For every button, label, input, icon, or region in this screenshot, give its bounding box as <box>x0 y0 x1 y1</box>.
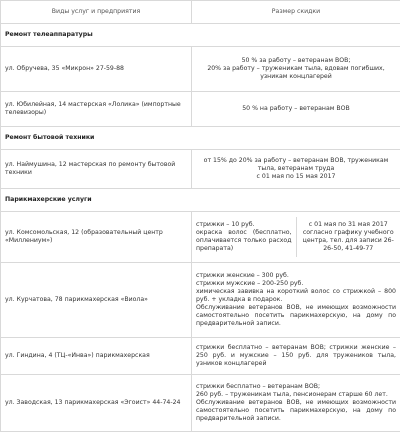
section-header <box>1 189 400 212</box>
table-row <box>1 375 400 432</box>
discount-cell: 50 % на работу – ветеранам ВОВ <box>192 92 400 127</box>
discount-line: стрижки бесплатно – ветеранам ВОВ; <box>196 383 396 391</box>
table-row <box>1 92 400 127</box>
discount-line: стрижки – 10 руб. <box>196 221 292 229</box>
place-cell: ул. Курчатова, 78 парикмахерская «Виола» <box>1 263 192 338</box>
discount-line: 20% за работу – труженикам тыла, вдовам погибших, узникам концлагерей <box>196 65 396 81</box>
section-header <box>1 24 400 47</box>
discount-cell <box>192 375 400 432</box>
discount-line: 50 % за работу – ветеранам ВОВ; <box>196 57 396 65</box>
place-cell: ул. Заводская, 13 парикмахерская «Эгоист» 44-74-24 <box>1 375 192 432</box>
discount-line: от 15% до 20% за работу – ветеранам ВОВ, труженикам тыла, ветеранам труда <box>196 157 396 173</box>
header-discount: Размер скидки <box>192 1 400 24</box>
discount-line: Обслуживание ветеранов ВОВ, не имеющих возможности самостоятельно посетить парикмахерскую, на дому по предварительной записи. <box>196 399 396 423</box>
section-title-hairdressing: Парикмахерские услуги <box>1 189 400 212</box>
discount-line: окраска волос (бесплатно, оплачивается только расход препарата) <box>196 229 292 253</box>
place-cell: ул. Юбилейная, 14 мастерская «Лолика» (импортные телевизоры) <box>1 92 192 127</box>
discount-line: с 01 мая по 15 мая 2017 <box>196 173 396 181</box>
table-row <box>1 150 400 189</box>
discount-line: стрижки женские – 300 руб. <box>196 272 396 280</box>
discount-main <box>192 217 296 257</box>
discount-extra: с 01 мая по 31 мая 2017 согласно графику учебного центра, тел. для записи 26-26-50, 41-49-77 <box>296 217 400 257</box>
table-header-row <box>1 1 400 24</box>
table-row <box>1 338 400 375</box>
discount-cell <box>192 212 400 263</box>
table-row <box>1 47 400 92</box>
discount-line: Обслуживание ветеранов ВОВ, не имеющих возможности самостоятельно посетить парикмахерскую, на дому по предварительной записи. <box>196 304 396 328</box>
section-title-tv-repair: Ремонт телеаппаратуры <box>1 24 400 47</box>
table-row <box>1 212 400 263</box>
section-title-appliance-repair: Ремонт бытовой техники <box>1 127 400 150</box>
place-cell: ул. Наймушина, 12 мастерская по ремонту бытовой техники <box>1 150 192 189</box>
discount-cell <box>192 150 400 189</box>
header-services: Виды услуг и предприятия <box>1 1 192 24</box>
place-cell: ул. Гиндина, 4 (ТЦ-«Инва») парикмахерская <box>1 338 192 375</box>
discount-cell <box>192 47 400 92</box>
place-cell: ул. Обручева, 35 «Микрон» 27-59-88 <box>1 47 192 92</box>
split-discount <box>192 217 400 257</box>
discount-line: химическая завивка на короткий волос со стрижкой – 800 руб. + укладка в подарок. <box>196 288 396 304</box>
discount-line: стрижки мужские – 200-250 руб. <box>196 280 396 288</box>
section-header <box>1 127 400 150</box>
discount-line: 260 руб. – труженикам тыла, пенсионерам старше 60 лет. <box>196 391 396 399</box>
table-row <box>1 263 400 338</box>
place-cell: ул. Комсомольская, 12 (образовательный центр «Миллениум») <box>1 212 192 263</box>
discount-cell: стрижки бесплатно – ветеранам ВОВ; стрижки женские – 250 руб. и мужские – 150 руб. для тружеников тыла, узников концлагерей <box>192 338 400 375</box>
discount-cell <box>192 263 400 338</box>
